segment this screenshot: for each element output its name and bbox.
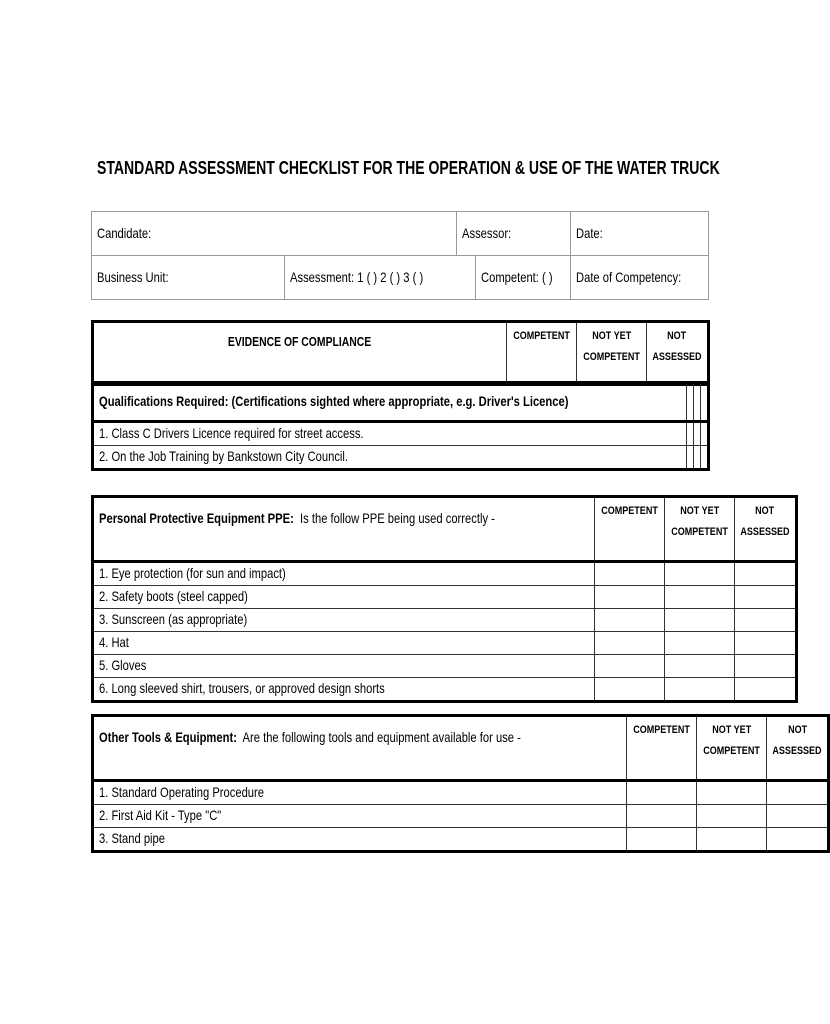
checkbox-cell[interactable]	[700, 446, 708, 470]
list-item: 2. On the Job Training by Bankstown City Council.	[93, 446, 687, 470]
col-not-yet-competent: NOT YET COMPETENT	[697, 716, 767, 781]
checkbox-cell[interactable]	[734, 632, 796, 655]
list-item: 4. Hat	[93, 632, 595, 655]
qual-heading-not-yet-cell	[693, 383, 700, 422]
checkbox-cell[interactable]	[734, 609, 796, 632]
candidate-info-table	[91, 211, 709, 300]
qualifications-heading: Qualifications Required: (Certifications sighted where appropriate, e.g. Driver's Licence)	[93, 383, 687, 422]
list-item: 5. Gloves	[93, 655, 595, 678]
table-row	[93, 422, 709, 446]
ppe-heading: Personal Protective Equipment PPE: Is the follow PPE being used correctly -	[93, 497, 595, 562]
table-row	[93, 828, 829, 852]
list-item: 3. Sunscreen (as appropriate)	[93, 609, 595, 632]
checkbox-cell[interactable]	[594, 632, 664, 655]
table-row	[93, 678, 797, 702]
candidate-field[interactable]: Candidate:	[92, 212, 457, 256]
checkbox-cell[interactable]	[697, 828, 767, 852]
checkbox-cell[interactable]	[767, 781, 829, 805]
checkbox-cell[interactable]	[734, 678, 796, 702]
date-field[interactable]: Date:	[571, 212, 709, 256]
checkbox-cell[interactable]	[664, 609, 734, 632]
table-row	[93, 562, 797, 586]
checkbox-cell[interactable]	[734, 562, 796, 586]
checkbox-cell[interactable]	[767, 805, 829, 828]
checkbox-cell[interactable]	[734, 655, 796, 678]
checkbox-cell[interactable]	[767, 828, 829, 852]
table-row	[93, 586, 797, 609]
checkbox-cell[interactable]	[664, 562, 734, 586]
col-not-assessed: NOT ASSESSED	[734, 497, 796, 562]
tools-heading: Other Tools & Equipment: Are the following tools and equipment available for use -	[93, 716, 627, 781]
qual-heading-competent-cell	[686, 383, 693, 422]
checkbox-cell[interactable]	[594, 678, 664, 702]
checkbox-cell[interactable]	[693, 422, 700, 446]
checkbox-cell[interactable]	[627, 828, 697, 852]
checkbox-cell[interactable]	[664, 586, 734, 609]
col-not-yet-competent: NOT YET COMPETENT	[664, 497, 734, 562]
checkbox-cell[interactable]	[664, 632, 734, 655]
col-not-yet-competent: NOT YET COMPETENT	[577, 322, 647, 385]
checkbox-cell[interactable]	[697, 805, 767, 828]
page-title: STANDARD ASSESSMENT CHECKLIST FOR THE OPERATION & USE OF THE WATER TRUCK	[97, 158, 720, 178]
table-row	[93, 609, 797, 632]
checkbox-cell[interactable]	[693, 446, 700, 470]
checkbox-cell[interactable]	[594, 562, 664, 586]
checkbox-cell[interactable]	[664, 655, 734, 678]
checkbox-cell[interactable]	[594, 609, 664, 632]
assessment-field[interactable]: Assessment: 1 ( ) 2 ( ) 3 ( )	[285, 256, 476, 300]
list-item: 3. Stand pipe	[93, 828, 627, 852]
col-competent: COMPETENT	[627, 716, 697, 781]
checkbox-cell[interactable]	[686, 446, 693, 470]
list-item: 6. Long sleeved shirt, trousers, or approved design shorts	[93, 678, 595, 702]
date-of-competency-field[interactable]: Date of Competency:	[571, 256, 709, 300]
checkbox-cell[interactable]	[700, 422, 708, 446]
col-not-assessed: NOT ASSESSED	[647, 322, 709, 385]
tools-table	[91, 714, 830, 853]
list-item: 2. First Aid Kit - Type "C"	[93, 805, 627, 828]
assessor-field[interactable]: Assessor:	[457, 212, 571, 256]
table-row	[93, 632, 797, 655]
checkbox-cell[interactable]	[627, 781, 697, 805]
checkbox-cell[interactable]	[627, 805, 697, 828]
col-competent: COMPETENT	[506, 322, 576, 385]
list-item: 1. Standard Operating Procedure	[93, 781, 627, 805]
checkbox-cell[interactable]	[594, 655, 664, 678]
table-row	[93, 781, 829, 805]
competent-field[interactable]: Competent: ( )	[476, 256, 571, 300]
list-item: 1. Eye protection (for sun and impact)	[93, 562, 595, 586]
checkbox-cell[interactable]	[734, 586, 796, 609]
business-unit-field[interactable]: Business Unit:	[92, 256, 285, 300]
table-row	[93, 805, 829, 828]
list-item: 1. Class C Drivers Licence required for street access.	[93, 422, 687, 446]
table-row	[93, 655, 797, 678]
checkbox-cell[interactable]	[594, 586, 664, 609]
qualifications-table	[91, 381, 710, 471]
col-competent: COMPETENT	[594, 497, 664, 562]
table-row	[93, 446, 709, 470]
checkbox-cell[interactable]	[664, 678, 734, 702]
list-item: 2. Safety boots (steel capped)	[93, 586, 595, 609]
qual-heading-not-assessed-cell	[700, 383, 708, 422]
checkbox-cell[interactable]	[697, 781, 767, 805]
ppe-table	[91, 495, 798, 703]
col-not-assessed: NOT ASSESSED	[767, 716, 829, 781]
evidence-heading: EVIDENCE OF COMPLIANCE	[93, 322, 507, 385]
evidence-header-table	[91, 320, 710, 386]
checkbox-cell[interactable]	[686, 422, 693, 446]
